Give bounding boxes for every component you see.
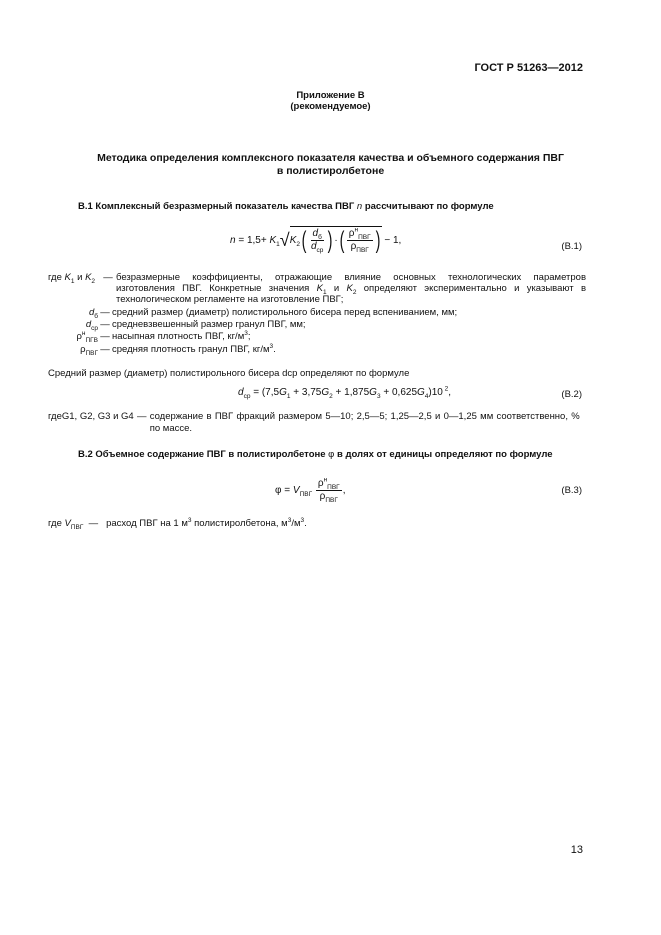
definition-d-sr: $d_{ср}$ — средневзвешенный размер гранул ПВГ, мм; (85, 319, 306, 332)
appendix-subtitle: (рекомендуемое) (290, 101, 371, 112)
main-title-line1: Методика определения комплексного показателя качества и объемного содержания ПВГ (97, 152, 564, 164)
definition-rho-bulk: $\rho^н_{ПГВ}$ — насыпная плотность ПВГ, $кг/м^3$; (76, 329, 251, 344)
formula-b3: $\varphi = V_{ПВГ}$ $\frac{\rho^н_{ПВГ}}{\rho_{ПВГ}}$ , (275, 476, 346, 504)
diameter-paragraph: Средний размер (диаметр) полистирольного бисера dср определяют по формуле (48, 368, 410, 379)
formula-b1: $n = 1,5+ K_1√K_2$( $\frac{d_б}{d_{ср}}$ ) ·( $\frac{\rho^н_{ПВГ}}{\rho_{ПВГ}}$ ) − 1, (230, 226, 402, 254)
section-b2-heading: В.2 Объемное содержание ПВГ в полистиролбетоне φ в долях от единицы определяют по формуле (78, 449, 553, 460)
main-title-line2: в полистиролбетоне (276, 165, 385, 177)
document-code: ГОСТ Р 51263—2012 (474, 62, 583, 74)
section-b1-heading: В.1 Комплексный безразмерный показатель качества ПВГ n рассчитывают по формуле (78, 201, 494, 212)
definition-g-fractions: гдеG1, G2, G3 и G4 — содержание в ПВГ фракций размером 5—10; 2,5—5; 1,25—2,5 и 0—1,25 мм соответственно, % по массе. (48, 411, 580, 434)
formula-b2: $d_{ср} = (7,5G_1 + 3,75G_2 + 1,875G_3 + 0,625G_4)10$ $^2$, (238, 385, 452, 400)
definition-k1-k2: где $K_1$ и $K_2$ — безразмерные коэффициенты, отражающие влияние основных технологических параметров изготовления ПВГ. Конкретные значения $K_1$ и $K_2$ определяют экспериментально и указывают в технологическом регламенте на изготовление ПВГ; (48, 272, 586, 305)
definition-rho-average: $\rho_{ПВГ}$ — средняя плотность гранул ПВГ, $кг/м^3$. (80, 342, 276, 357)
equation-number-b2: (В.2) (561, 389, 582, 400)
appendix-title: Приложение В (296, 90, 365, 101)
page-number: 13 (570, 844, 583, 856)
definition-d-b: $d_б$ — средний размер (диаметр) полистирольного бисера перед вспениванием, мм; (88, 307, 458, 320)
definition-v-pvg: где $V_{ПВГ}$ — расход ПВГ на 1 $м^3$ полистиролбетона, $м^3/м^3$. (48, 516, 307, 531)
equation-number-b3: (В.3) (561, 485, 582, 496)
equation-number-b1: (В.1) (561, 241, 582, 252)
